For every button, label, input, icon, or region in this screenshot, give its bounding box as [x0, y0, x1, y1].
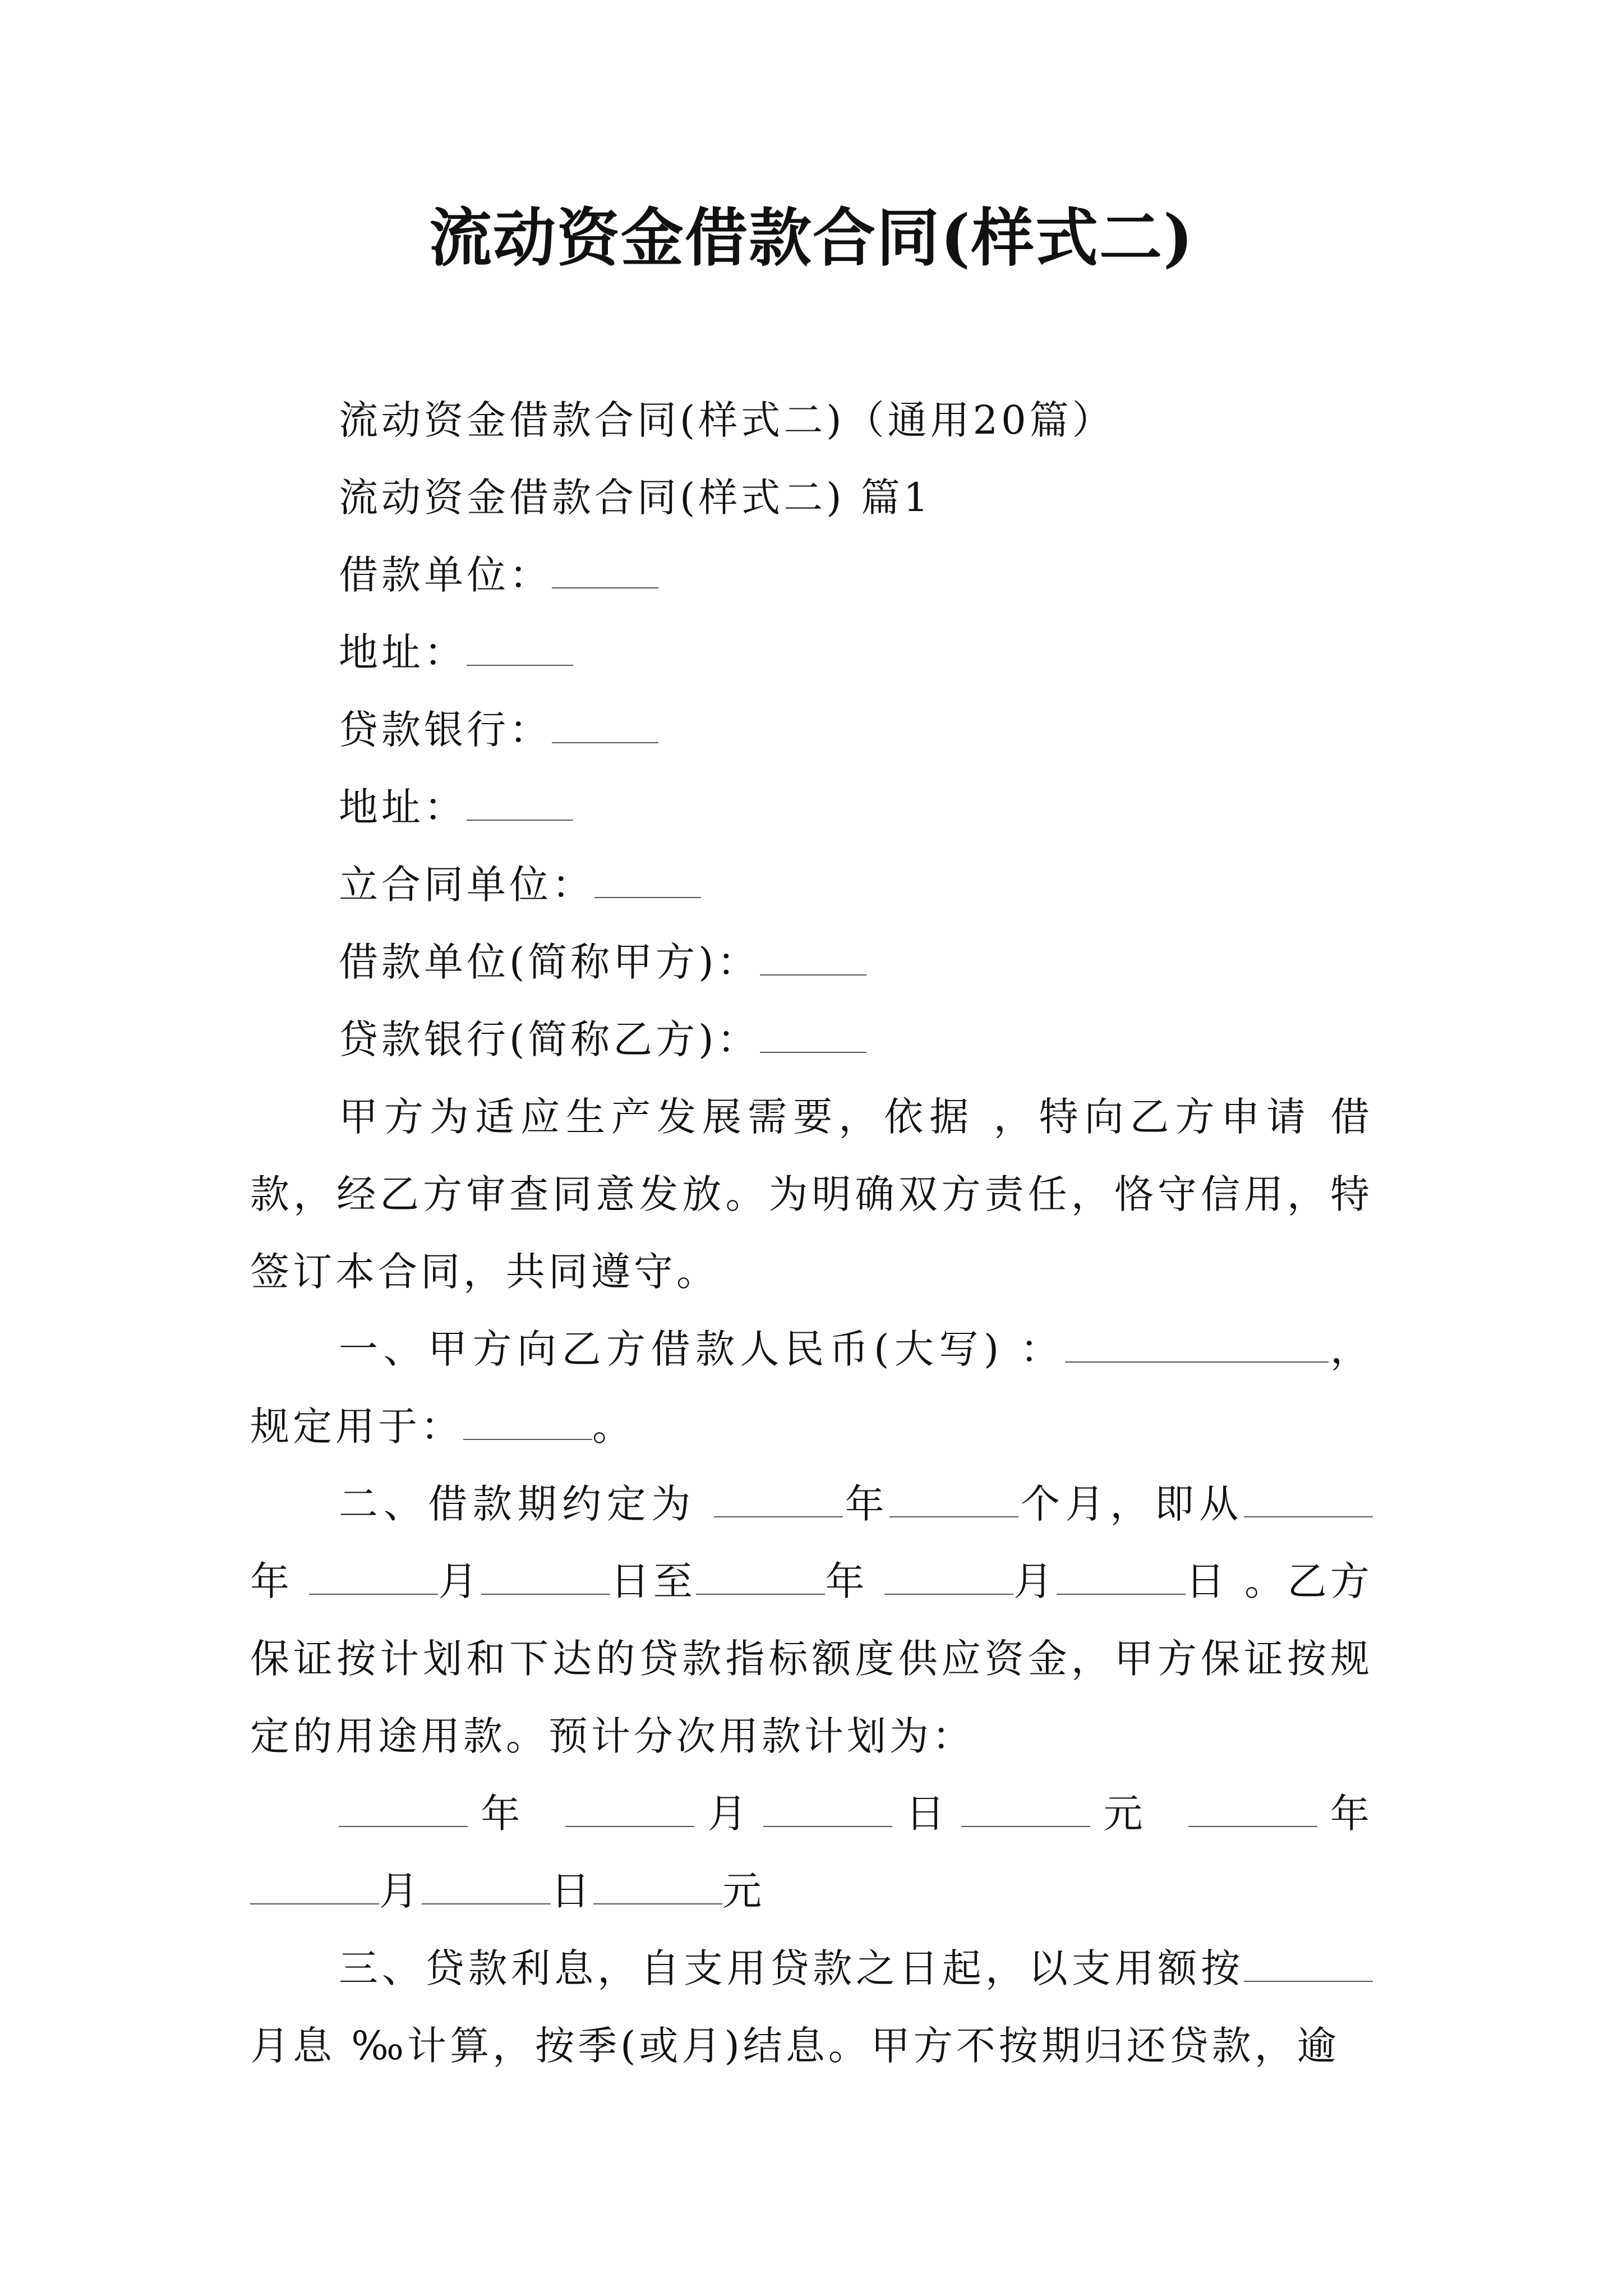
- start-month-blank: [309, 1561, 438, 1595]
- clause-2-end-day: 日 。乙方保证按计划和下达的贷款指标额度供应资金，甲方保证按规定的用途用款。预计分次用款计划为：: [250, 1558, 1373, 1759]
- section-heading: 流动资金借款合同(样式二) 篇1: [339, 475, 932, 521]
- borrower-label: 借款单位：: [339, 552, 552, 598]
- clause-1-text-b: ，规定用于：: [250, 1326, 1373, 1450]
- clause-3-text-a: 三、贷款利息，自支用贷款之日起，以支用额按: [339, 1945, 1244, 1991]
- term-months-blank: [889, 1484, 1018, 1517]
- end-year-blank: [696, 1561, 825, 1595]
- bank-label: 贷款银行：: [339, 707, 552, 753]
- plan-yuan-2: 元: [722, 1868, 765, 1914]
- plan-month-1: 月: [694, 1791, 764, 1837]
- plan-year-1-blank: [339, 1793, 468, 1827]
- party-a-label: 借款单位(简称甲方)：: [339, 939, 760, 985]
- plan-day-2: 日: [551, 1868, 593, 1914]
- party-b-line: [250, 1001, 1373, 1078]
- bank-blank: [552, 710, 658, 743]
- clause-2-start-month: 月: [438, 1558, 481, 1604]
- loan-purpose-blank: [463, 1406, 592, 1440]
- plan-yuan-1: 元: [1090, 1791, 1188, 1837]
- clause-2-end-month: 月: [1013, 1558, 1057, 1604]
- clause-1-text-a: 一、甲方向乙方借款人民币(大写) ：: [339, 1326, 1065, 1372]
- plan-day-1-blank: [763, 1793, 892, 1827]
- bank-line: [250, 691, 1373, 769]
- bank-address-label: 地址：: [339, 784, 467, 830]
- term-years-blank: [714, 1484, 843, 1517]
- clause-3-text-b: 月息 ‰计算，按季(或月)结息。甲方不按期归还贷款，逾: [250, 2023, 1340, 2069]
- clause-2-text-a: 二、借款期约定为: [339, 1481, 714, 1527]
- party-a-line: [250, 923, 1373, 1001]
- clause-2-year: 年: [842, 1481, 890, 1527]
- parties-blank: [594, 864, 701, 898]
- end-day-blank: [1057, 1561, 1186, 1595]
- borrower-address-label: 地址：: [339, 629, 467, 675]
- drawdown-plan: [250, 1775, 1373, 1930]
- plan-month-2-blank: [250, 1871, 379, 1904]
- plan-day-2-blank: [422, 1871, 551, 1904]
- end-month-blank: [884, 1561, 1013, 1595]
- clause-2-end-year: 年: [825, 1558, 884, 1604]
- clause-2-months: 个月，即从: [1018, 1481, 1244, 1527]
- borrower-address-line: [250, 614, 1373, 691]
- plan-day-1: 日: [892, 1791, 962, 1837]
- party-b-blank: [760, 1019, 866, 1053]
- clause-3: [250, 1930, 1373, 2085]
- clause-2-start-year: 年: [250, 1558, 310, 1604]
- clause-1: [250, 1310, 1373, 1465]
- start-day-blank: [481, 1561, 610, 1595]
- loan-amount-blank: [1065, 1329, 1329, 1363]
- borrower-blank: [552, 555, 658, 588]
- document-body: [250, 381, 1373, 2085]
- start-year-blank: [1244, 1484, 1373, 1517]
- plan-amount-2-blank: [593, 1871, 722, 1904]
- borrower-address-blank: [467, 632, 573, 666]
- borrower-line: [250, 536, 1373, 614]
- party-b-label: 贷款银行(简称乙方)：: [339, 1016, 760, 1062]
- plan-month-1-blank: [565, 1793, 694, 1827]
- plan-year-2: 年: [1317, 1791, 1373, 1837]
- subtitle-line: 流动资金借款合同(样式二)（通用20篇）: [339, 397, 1115, 443]
- bank-address-line: [250, 769, 1373, 846]
- intro-paragraph: 甲方为适应生产发展需要，依据 ，特向乙方申请 借款，经乙方审查同意发放。为明确双方责任，恪守信用，特签订本合同，共同遵守。: [250, 1094, 1373, 1295]
- parties-line: [250, 846, 1373, 923]
- interest-rate-blank: [1244, 1948, 1373, 1982]
- plan-amount-1-blank: [961, 1793, 1090, 1827]
- plan-month-2: 月: [379, 1868, 422, 1914]
- clause-2: [250, 1465, 1373, 1775]
- clause-1-text-c: 。: [592, 1404, 635, 1450]
- plan-year-1: 年: [468, 1791, 566, 1837]
- party-a-blank: [760, 942, 866, 976]
- plan-year-2-blank: [1188, 1793, 1317, 1827]
- bank-address-blank: [467, 787, 573, 821]
- clause-2-start-day: 日至: [610, 1558, 697, 1604]
- document-title: 流动资金借款合同(样式二): [429, 201, 1194, 275]
- parties-label: 立合同单位：: [339, 862, 594, 908]
